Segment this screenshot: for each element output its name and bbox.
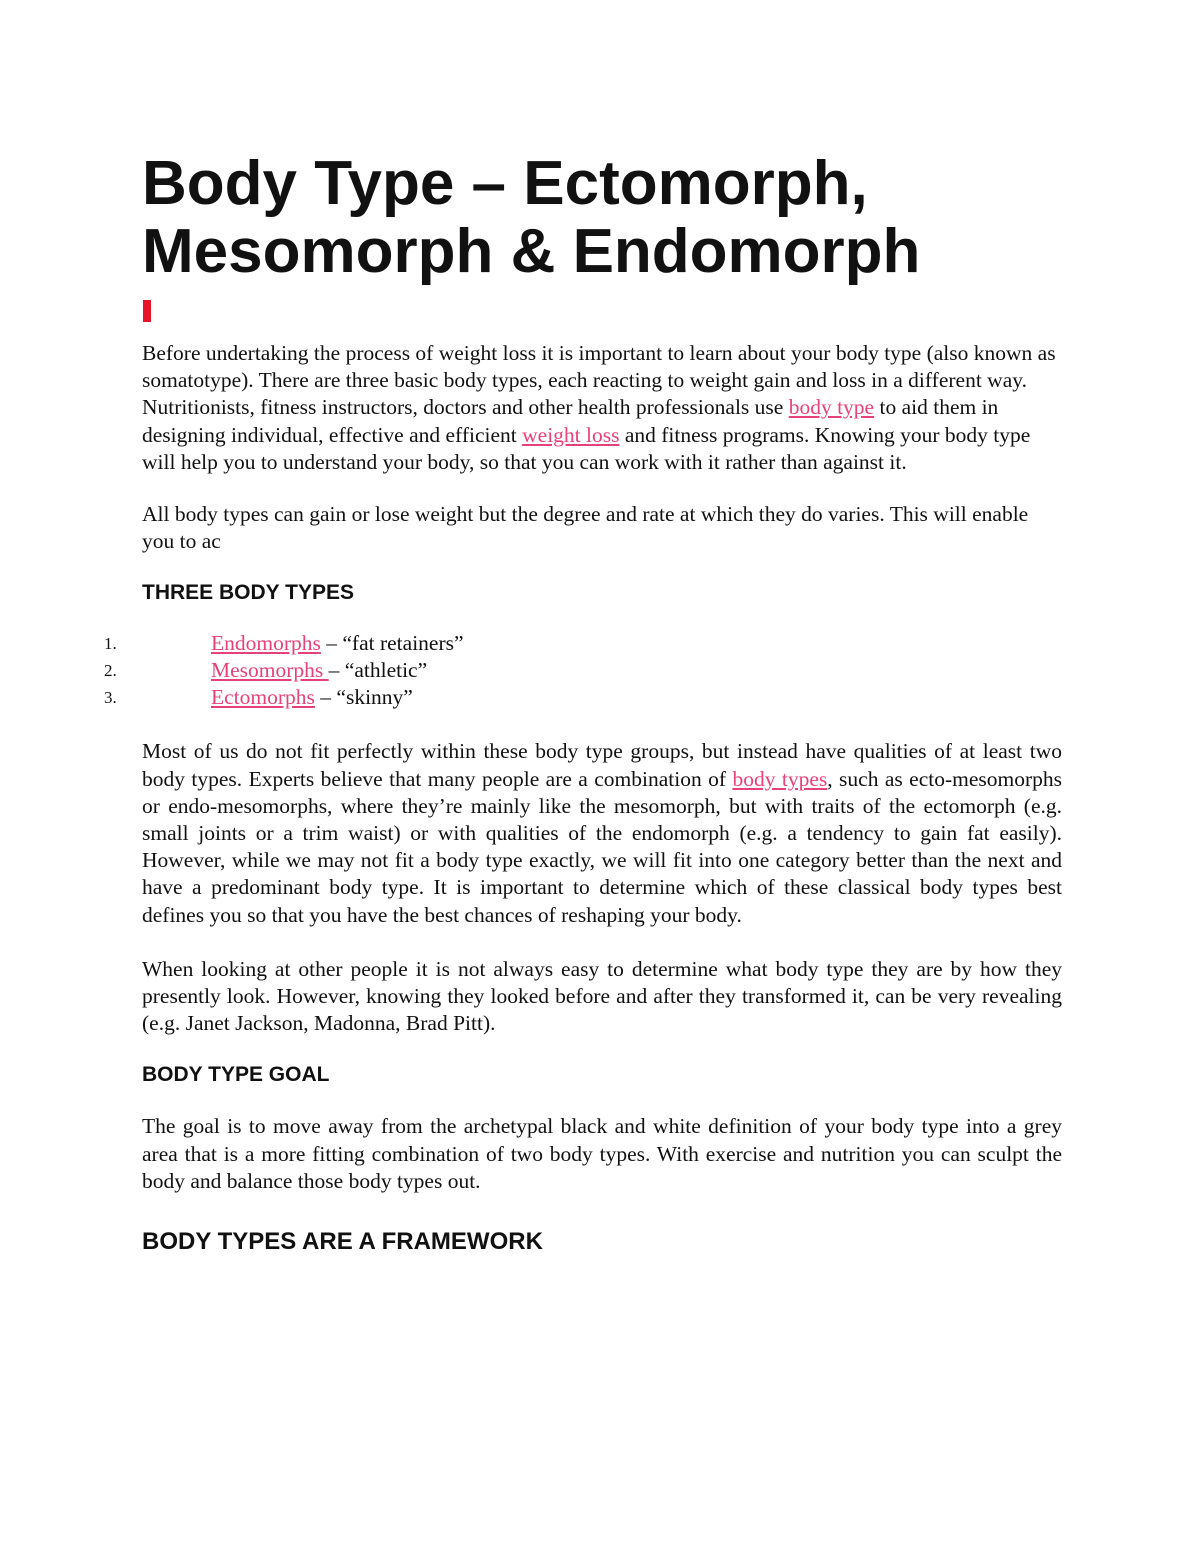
list-number: 2. [104, 661, 117, 681]
title-line-2: Mesomorph & Endomorph [142, 217, 921, 286]
para3-text-1: Most of us do not fit perfectly within these body type groups, but instead have qualities of at least two body types. Experts believe that many people are a combination of [142, 739, 1062, 791]
ectomorphs-link[interactable]: Ectomorphs [211, 685, 315, 710]
list-desc: – “athletic” [328, 658, 428, 683]
intro-text-1: Before undertaking the process of weight loss it is important to learn about your body type (also known as somatotype). There are three basic body types, each reacting to weight gain and loss in a different way. Nutritionists, fitness instructors, doctors and other health professionals use [142, 341, 1056, 420]
list-desc: – “skinny” [314, 685, 413, 710]
list-number: 3. [104, 688, 117, 708]
intro-text-3: and fitness programs. Knowing your body type will help you to understand your body, so that you can work with it rather than against it. [142, 422, 1031, 474]
title-line-1: Body Type – Ectomorph, [142, 149, 868, 218]
body-types-list [104, 630, 1062, 711]
section-heading-body-type-goal: BODY TYPE GOAL [142, 1063, 330, 1087]
paragraph-5: The goal is to move away from the archetypal black and white definition of your body type into a grey area that is a more fitting combination of two body types. With exercise and nutrition you can sculpt the body and balance those body types out. [142, 1114, 1062, 1193]
list-item [104, 630, 1062, 657]
intro-paragraph [142, 340, 1062, 476]
mesomorphs-link[interactable]: Mesomorphs [211, 658, 329, 683]
document-page [104, 149, 1063, 1257]
section-heading-framework: BODY TYPES ARE A FRAMEWORK [142, 1228, 543, 1256]
list-desc: – “fat retainers” [320, 631, 464, 656]
paragraph-3 [142, 738, 1062, 928]
paragraph-4: When looking at other people it is not always easy to determine what body type they are by how they presently look. However, knowing they looked before and after they transformed it, can be very revealing (e.g. Janet Jackson, Madonna, Brad Pitt). [142, 956, 1062, 1036]
endomorphs-link[interactable]: Endomorphs [211, 631, 321, 656]
body-type-link[interactable]: body type [788, 395, 875, 420]
weight-loss-link[interactable]: weight loss [522, 422, 620, 447]
list-number: 1. [104, 634, 117, 654]
paragraph-2: All body types can gain or lose weight but the degree and rate at which they do varies. This will enable you to ac [142, 502, 1029, 554]
page-title [142, 150, 1062, 286]
accent-bar [143, 300, 151, 322]
body-types-link[interactable]: body types [732, 766, 828, 791]
list-item [104, 657, 1062, 684]
para3-text-2: , such as ecto-mesomorphs or endo-mesomorphs, where they’re mainly like the mesomorph, but with traits of the ectomorph (e.g. small joints or a trim waist) or with qualities of the endomorph (e.g. a tendency to gain fat easily). However, while we may not fit a body type exactly, we will fit into one category better than the next and have a predominant body type. It is important to determine which of these classical body types best defines you so that you have the best chances of reshaping your body. [142, 766, 1063, 927]
list-item [104, 684, 1062, 711]
section-heading-three-body-types: THREE BODY TYPES [142, 581, 354, 605]
intro-text-2: to aid them in designing individual, effective and efficient [142, 395, 999, 447]
